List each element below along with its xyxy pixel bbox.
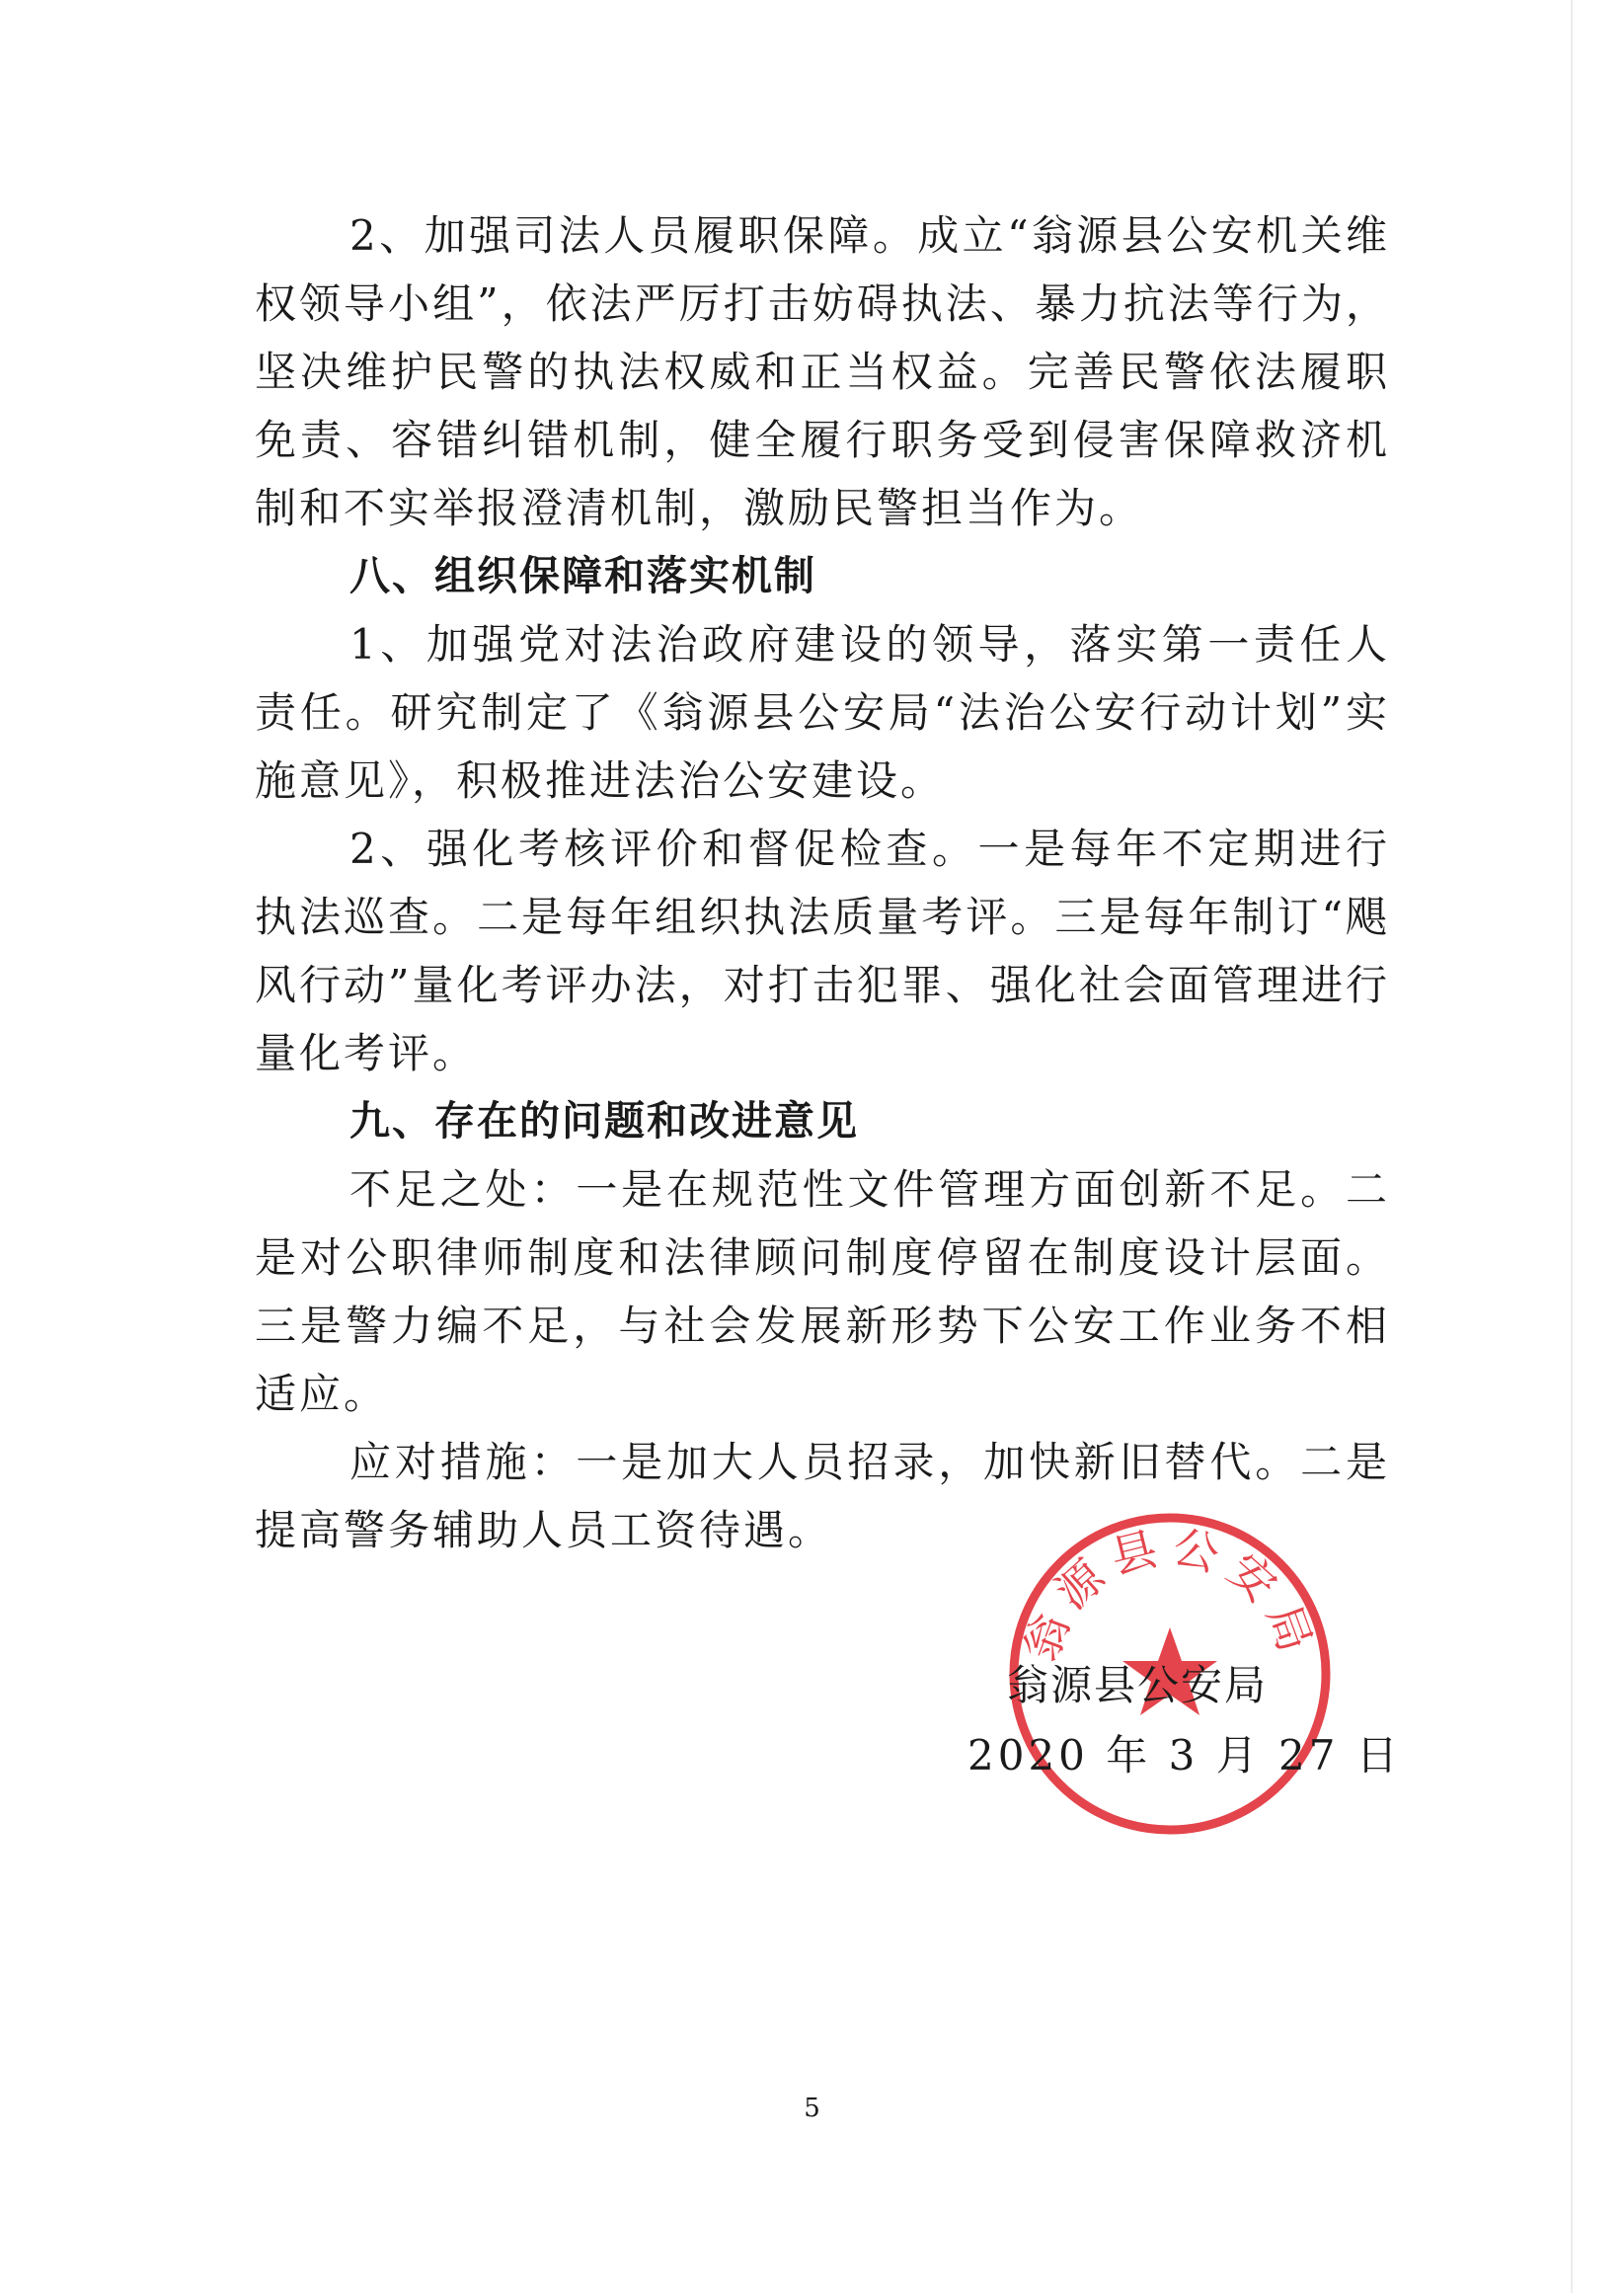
page-number: 5 — [804, 2094, 820, 2123]
heading-section-9: 九、存在的问题和改进意见 — [349, 1097, 859, 1145]
seal-text: 翁源县公安局 — [1014, 1519, 1326, 1668]
paragraph-countermeasures: 应对措施：一是加大人员招录，加快新旧替代。二是提高警务辅助人员工资待遇。 — [255, 1438, 1390, 1554]
signature-organization: 翁源县公安局 — [1007, 1661, 1269, 1709]
paragraph-assessment: 2、强化考核评价和督促检查。一是每年不定期进行执法巡查。二是每年组织执法质量考评。三是每年制订“飓风行动”量化考评办法，对打击犯罪、强化社会面管理进行量化考评。 — [255, 825, 1390, 1077]
signature-block — [967, 1519, 1402, 1886]
paragraph-shortcomings: 不足之处：一是在规范性文件管理方面创新不足。二是对公职律师制度和法律顾问制度停留在制度设计层面。三是警力编不足，与社会发展新形势下公安工作业务不相适应。 — [255, 1165, 1390, 1418]
signature-date: 2020 年 3 月 27 日 — [967, 1731, 1402, 1779]
heading-section-8: 八、组织保障和落实机制 — [349, 552, 816, 599]
page-edge-line — [1571, 0, 1573, 2293]
paragraph-party-leadership: 1、加强党对法治政府建设的领导，落实第一责任人责任。研究制定了《翁源县公安局“法治公安行动计划”实施意见》，积极推进法治公安建设。 — [255, 620, 1390, 805]
document-body — [255, 201, 1390, 1564]
paragraph-judicial-protection: 2、加强司法人员履职保障。成立“翁源县公安机关维权领导小组”，依法严厉打击妨碍执法、暴力抗法等行为，坚决维护民警的执法权威和正当权益。完善民警依法履职免责、容错纠错机制，健全履行职务受到侵害保障救济机制和不实举报澄清机制，激励民警担当作为。 — [255, 211, 1390, 532]
